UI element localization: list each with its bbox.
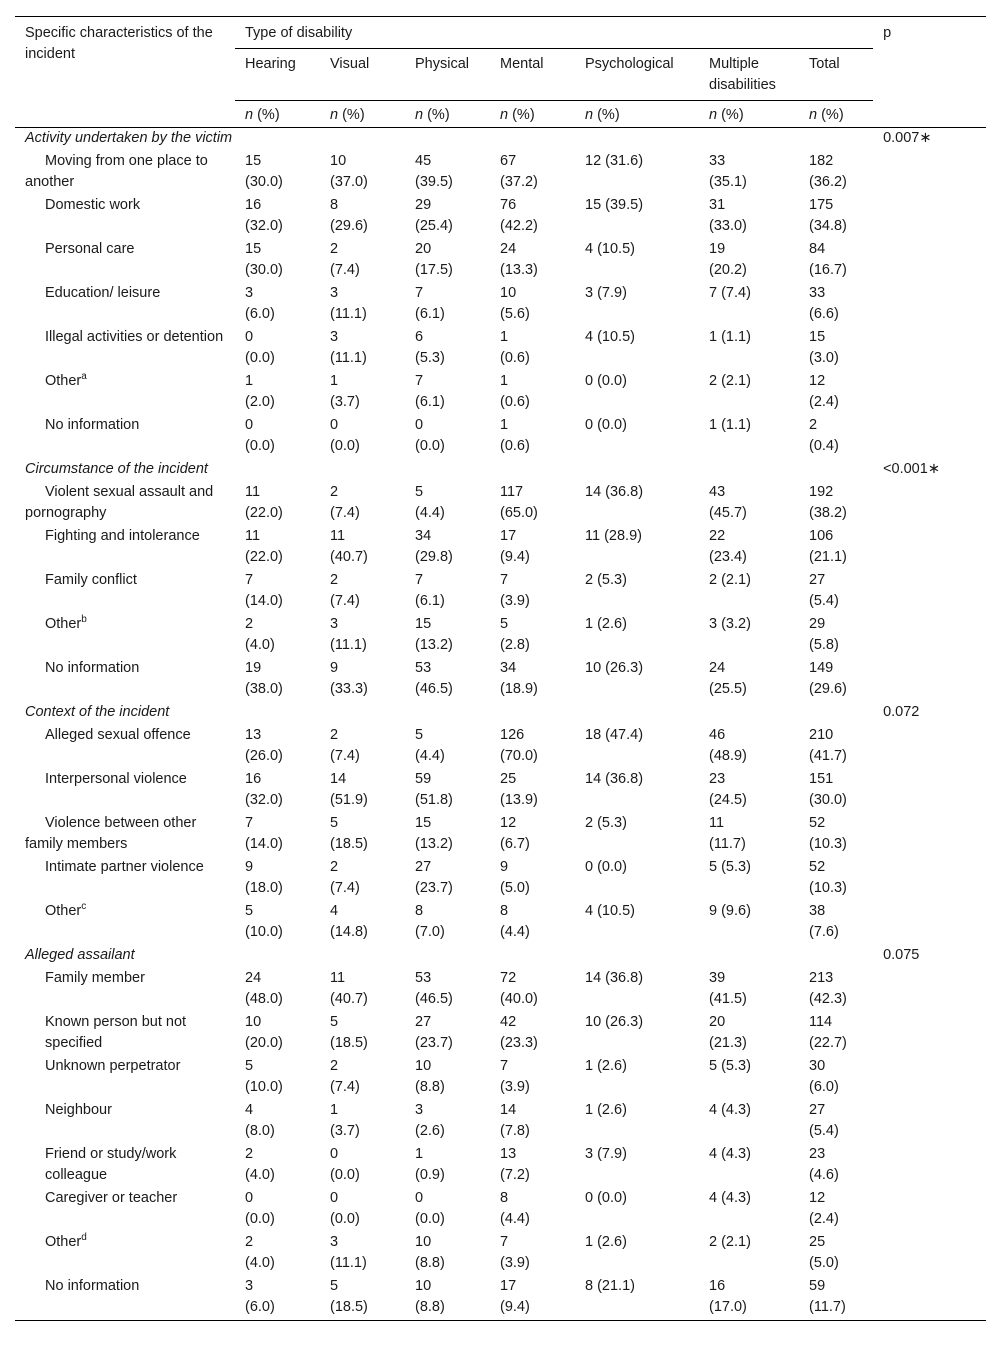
cell-value: 24 (48.0) — [245, 970, 283, 1007]
header-row-3 — [15, 101, 986, 128]
cell-value: 1 (2.6) — [585, 1234, 627, 1250]
section-row — [15, 945, 986, 968]
cell-value: 3 (3.2) — [709, 616, 751, 632]
cell-value: 126 (70.0) — [500, 727, 538, 764]
cell-value: 3 (6.0) — [235, 1276, 320, 1321]
cell-value: 4 (8.0) — [245, 1102, 275, 1139]
row-label: Other$^c$ — [45, 901, 87, 919]
n-label: n (%) — [405, 101, 490, 128]
cell-value: 16 (17.0) — [699, 1276, 799, 1321]
cell-value: 114 (22.7) — [809, 1014, 847, 1051]
cell-value: 5 (4.4) — [415, 727, 445, 764]
cell-value: 8 (4.4) — [500, 903, 530, 940]
cell-value: 3 (11.1) — [330, 329, 367, 366]
cell-value: 17 (9.4) — [490, 1276, 575, 1321]
cell-value: 0 (0.0) — [245, 1190, 275, 1227]
cell-value: 38 (7.6) — [809, 903, 839, 940]
cell-value: 27 (5.4) — [809, 1102, 839, 1139]
section-row — [15, 702, 986, 725]
table-row — [15, 327, 986, 371]
cell-value: 8 (29.6) — [330, 197, 368, 234]
cell-value: 10 (8.8) — [405, 1276, 490, 1321]
table-row — [15, 151, 986, 195]
cell-value: 0 (0.0) — [585, 859, 627, 875]
col-multiple: Multiple disabilities — [699, 49, 799, 101]
cell-value: 1 (0.9) — [415, 1146, 445, 1183]
cell-value: 11 (40.7) — [330, 528, 368, 565]
section-title: Alleged assailant — [25, 947, 135, 963]
n-label: n (%) — [490, 101, 575, 128]
row-label: Intimate partner violence — [45, 859, 204, 875]
cell-value: 67 (37.2) — [500, 153, 538, 190]
cell-value: 0 (0.0) — [585, 1190, 627, 1206]
cell-value: 5 (18.5) — [330, 1014, 368, 1051]
p-value: <0.001∗ — [883, 461, 940, 477]
cell-value: 15 (30.0) — [245, 241, 283, 278]
section-title: Activity undertaken by the victim — [25, 130, 233, 146]
table-row — [15, 614, 986, 658]
row-label: Fighting and intolerance — [45, 528, 200, 544]
cell-value: 25 (13.9) — [500, 771, 538, 808]
cell-value: 9 (5.0) — [500, 859, 530, 896]
cell-value: 15 (30.0) — [245, 153, 283, 190]
table-row — [15, 1276, 986, 1321]
cell-value: 1 (3.7) — [330, 373, 360, 410]
cell-value: 4 (10.5) — [585, 329, 635, 345]
cell-value: 52 (10.3) — [809, 859, 847, 896]
table-row — [15, 570, 986, 614]
cell-value: 3 (7.9) — [585, 1146, 627, 1162]
n-label: n (%) — [235, 101, 320, 128]
row-label: Violence between other family members — [25, 815, 197, 852]
p-value: 0.007∗ — [883, 130, 932, 146]
cell-value: 0 (0.0) — [330, 1146, 360, 1183]
cell-value: 52 (10.3) — [809, 815, 847, 852]
type-of-disability-header: Type of disability — [235, 17, 873, 49]
table-row — [15, 371, 986, 415]
cell-value: 6 (5.3) — [415, 329, 445, 366]
cell-value: 4 (4.3) — [709, 1190, 751, 1206]
cell-value: 19 (20.2) — [709, 241, 747, 278]
cell-value: 34 (18.9) — [500, 660, 538, 697]
col-psychological: Psychological — [575, 49, 699, 101]
cell-value: 4 (4.3) — [709, 1146, 751, 1162]
cell-value: 45 (39.5) — [415, 153, 453, 190]
cell-value: 2 (7.4) — [330, 727, 360, 764]
p-value: 0.075 — [883, 947, 920, 963]
cell-value: 3 (11.1) — [330, 616, 367, 653]
characteristics-header: Specific characteristics of the incident — [15, 17, 235, 101]
cell-value: 1 (2.6) — [585, 616, 627, 632]
cell-value: 25 (5.0) — [809, 1234, 839, 1271]
table-row — [15, 1056, 986, 1100]
cell-value: 14 (7.8) — [500, 1102, 530, 1139]
cell-value: 4 (10.5) — [585, 903, 635, 919]
cell-value: 2 (5.3) — [585, 572, 627, 588]
cell-value: 2 (2.1) — [709, 572, 751, 588]
table-row — [15, 769, 986, 813]
cell-value: 7 (6.1) — [415, 285, 445, 322]
cell-value: 11 (40.7) — [330, 970, 368, 1007]
table-row — [15, 725, 986, 769]
cell-value: 182 (36.2) — [809, 153, 847, 190]
cell-value: 23 (24.5) — [709, 771, 747, 808]
cell-value: 3 (2.6) — [415, 1102, 445, 1139]
cell-value: 10 (26.3) — [585, 1014, 644, 1030]
cell-value: 27 (23.7) — [415, 859, 453, 896]
row-label: Education/ leisure — [45, 285, 161, 301]
cell-value: 29 (5.8) — [809, 616, 839, 653]
cell-value: 23 (4.6) — [809, 1146, 839, 1183]
header-row-1 — [15, 17, 986, 49]
table-row — [15, 1100, 986, 1144]
cell-value: 53 (46.5) — [415, 970, 453, 1007]
cell-value: 0 (0.0) — [245, 417, 275, 454]
cell-value: 2 (2.1) — [709, 1234, 751, 1250]
cell-value: 27 (23.7) — [415, 1014, 453, 1051]
cell-value: 5 (2.8) — [500, 616, 530, 653]
row-label: Known person but not specified — [45, 1014, 187, 1051]
cell-value: 34 (29.8) — [415, 528, 453, 565]
p-value: 0.072 — [883, 704, 920, 720]
cell-value: 43 (45.7) — [709, 484, 747, 521]
cell-value: 1 (0.6) — [500, 417, 530, 454]
cell-value: 39 (41.5) — [709, 970, 747, 1007]
cell-value: 8 (4.4) — [500, 1190, 530, 1227]
cell-value: 5 (18.5) — [330, 815, 368, 852]
cell-value: 11 (22.0) — [245, 528, 283, 565]
cell-value: 20 (17.5) — [415, 241, 453, 278]
row-label: No information — [45, 660, 140, 676]
p-header: p — [873, 17, 986, 49]
cell-value: 7 (6.1) — [415, 373, 445, 410]
cell-value: 7 (3.9) — [500, 1058, 530, 1095]
table-row — [15, 1188, 986, 1232]
cell-value: 42 (23.3) — [500, 1014, 538, 1051]
cell-value: 2 (7.4) — [330, 241, 360, 278]
cell-value: 12 (2.4) — [809, 373, 839, 410]
table-row — [15, 1012, 986, 1056]
row-label: Personal care — [45, 241, 135, 257]
cell-value: 2 (5.3) — [585, 815, 627, 831]
table-row — [15, 283, 986, 327]
row-label: Family conflict — [45, 572, 137, 588]
cell-value: 0 (0.0) — [330, 1190, 360, 1227]
cell-value: 84 (16.7) — [809, 241, 847, 278]
table-row — [15, 239, 986, 283]
table-row — [15, 526, 986, 570]
cell-value: 9 (18.0) — [245, 859, 283, 896]
cell-value: 15 (13.2) — [415, 815, 453, 852]
n-label: n (%) — [799, 101, 873, 128]
cell-value: 13 (7.2) — [500, 1146, 530, 1183]
cell-value: 59 (51.8) — [415, 771, 453, 808]
cell-value: 27 (5.4) — [809, 572, 839, 609]
cell-value: 14 (36.8) — [585, 970, 644, 986]
cell-value: 16 (32.0) — [245, 197, 283, 234]
cell-value: 106 (21.1) — [809, 528, 847, 565]
footnote-marker: a — [81, 371, 87, 383]
table-row — [15, 813, 986, 857]
cell-value: 2 (7.4) — [330, 572, 360, 609]
cell-value: 0 (0.0) — [330, 417, 360, 454]
table-row — [15, 482, 986, 526]
cell-value: 46 (48.9) — [709, 727, 747, 764]
cell-value: 3 (7.9) — [585, 285, 627, 301]
cell-value: 59 (11.7) — [799, 1276, 873, 1321]
cell-value: 11 (22.0) — [245, 484, 283, 521]
cell-value: 4 (4.3) — [709, 1102, 751, 1118]
cell-value: 7 (6.1) — [415, 572, 445, 609]
cell-value: 192 (38.2) — [809, 484, 847, 521]
cell-value: 10 (20.0) — [245, 1014, 283, 1051]
cell-value: 0 (0.0) — [245, 329, 275, 366]
cell-value: 1 (3.7) — [330, 1102, 360, 1139]
cell-value: 22 (23.4) — [709, 528, 747, 565]
row-label: Domestic work — [45, 197, 141, 213]
cell-value: 8 (7.0) — [415, 903, 445, 940]
cell-value: 12 (2.4) — [809, 1190, 839, 1227]
footnote-marker: d — [81, 1232, 87, 1244]
cell-value: 0 (0.0) — [415, 417, 445, 454]
row-label: Unknown perpetrator — [45, 1058, 181, 1074]
row-label: Family member — [45, 970, 145, 986]
n-label: n (%) — [699, 101, 799, 128]
col-visual: Visual — [320, 49, 405, 101]
cell-value: 53 (46.5) — [415, 660, 453, 697]
cell-value: 9 (33.3) — [330, 660, 368, 697]
cell-value: 7 (14.0) — [245, 572, 283, 609]
cell-value: 12 (6.7) — [500, 815, 530, 852]
cell-value: 5 (4.4) — [415, 484, 445, 521]
cell-value: 5 (5.3) — [709, 1058, 751, 1074]
cell-value: 10 (8.8) — [415, 1058, 445, 1095]
cell-value: 7 (3.9) — [500, 572, 530, 609]
cell-value: 151 (30.0) — [809, 771, 847, 808]
cell-value: 31 (33.0) — [709, 197, 747, 234]
cell-value: 14 (36.8) — [585, 771, 644, 787]
cell-value: 9 (9.6) — [709, 903, 751, 919]
cell-value: 76 (42.2) — [500, 197, 538, 234]
section-row — [15, 128, 986, 152]
cell-value: 3 (11.1) — [330, 285, 367, 322]
cell-value: 0 (0.0) — [585, 417, 627, 433]
cell-value: 10 (37.0) — [330, 153, 368, 190]
cell-value: 3 (6.0) — [245, 285, 275, 322]
row-label: Friend or study/work colleague — [45, 1146, 177, 1183]
footnote-marker: b — [81, 614, 87, 626]
cell-value: 117 (65.0) — [500, 484, 538, 521]
cell-value: 0 (0.0) — [585, 373, 627, 389]
section-title: Circumstance of the incident — [25, 461, 208, 477]
cell-value: 2 (4.0) — [245, 1234, 275, 1271]
table-row — [15, 1144, 986, 1188]
cell-value: 15 (13.2) — [415, 616, 453, 653]
n-label: n (%) — [575, 101, 699, 128]
row-label: Alleged sexual offence — [45, 727, 191, 743]
n-label: n (%) — [320, 101, 405, 128]
cell-value: 13 (26.0) — [245, 727, 283, 764]
cell-value: 4 (10.5) — [585, 241, 635, 257]
cell-value: 5 (5.3) — [709, 859, 751, 875]
cell-value: 20 (21.3) — [709, 1014, 747, 1051]
table-row — [15, 857, 986, 901]
cell-value: 33 (35.1) — [709, 153, 747, 190]
cell-value: 2 (7.4) — [330, 1058, 360, 1095]
cell-value: 5 (10.0) — [245, 903, 283, 940]
cell-value: 2 (7.4) — [330, 859, 360, 896]
row-label: Illegal activities or detention — [45, 329, 224, 345]
cell-value: 5 (18.5) — [320, 1276, 405, 1321]
cell-value: 19 (38.0) — [245, 660, 283, 697]
cell-value: 24 (25.5) — [709, 660, 747, 697]
cell-value: 18 (47.4) — [585, 727, 644, 743]
cell-value: 17 (9.4) — [500, 528, 530, 565]
footnote-marker: c — [81, 901, 87, 913]
cell-value: 2 (4.0) — [245, 616, 275, 653]
section-row — [15, 459, 986, 482]
cell-value: 1 (0.6) — [500, 373, 530, 410]
col-total: Total — [799, 49, 873, 101]
row-label: Other$^b$ — [45, 614, 87, 632]
row-label: No information — [45, 417, 140, 433]
cell-value: 11 (28.9) — [585, 528, 642, 544]
table-row — [15, 1232, 986, 1276]
cell-value: 175 (34.8) — [809, 197, 847, 234]
section-title: Context of the incident — [25, 704, 170, 720]
cell-value: 2 (7.4) — [330, 484, 360, 521]
table-row — [15, 415, 986, 459]
cell-value: 2 (0.4) — [809, 417, 839, 454]
cell-value: 1 (1.1) — [709, 417, 751, 433]
cell-value: 16 (32.0) — [245, 771, 283, 808]
col-physical: Physical — [405, 49, 490, 101]
cell-value: 210 (41.7) — [809, 727, 847, 764]
row-label: Other$^a$ — [45, 371, 87, 389]
cell-value: 15 (3.0) — [809, 329, 839, 366]
cell-value: 2 (4.0) — [245, 1146, 275, 1183]
row-label: No information — [15, 1276, 235, 1321]
cell-value: 5 (10.0) — [245, 1058, 283, 1095]
cell-value: 149 (29.6) — [809, 660, 847, 697]
cell-value: 11 (11.7) — [709, 815, 746, 852]
cell-value: 10 (5.6) — [500, 285, 530, 322]
disability-incident-table — [15, 16, 986, 1321]
cell-value: 1 (2.0) — [245, 373, 275, 410]
cell-value: 24 (13.3) — [500, 241, 538, 278]
col-hearing: Hearing — [235, 49, 320, 101]
cell-value: 30 (6.0) — [809, 1058, 839, 1095]
cell-value: 7 (14.0) — [245, 815, 283, 852]
cell-value: 10 (8.8) — [415, 1234, 445, 1271]
cell-value: 7 (7.4) — [709, 285, 751, 301]
row-label: Other$^d$ — [45, 1232, 87, 1250]
row-label: Moving from one place to another — [25, 153, 208, 190]
row-label: Interpersonal violence — [45, 771, 187, 787]
row-label: Violent sexual assault and pornography — [25, 484, 214, 521]
row-label: Neighbour — [45, 1102, 112, 1118]
cell-value: 4 (14.8) — [330, 903, 368, 940]
table-row — [15, 658, 986, 702]
cell-value: 0 (0.0) — [415, 1190, 445, 1227]
cell-value: 29 (25.4) — [415, 197, 453, 234]
cell-value: 12 (31.6) — [585, 153, 644, 169]
cell-value: 1 (2.6) — [585, 1058, 627, 1074]
cell-value: 10 (26.3) — [585, 660, 644, 676]
cell-value: 3 (11.1) — [330, 1234, 367, 1271]
cell-value: 1 (0.6) — [500, 329, 530, 366]
cell-value: 8 (21.1) — [575, 1276, 699, 1321]
cell-value: 2 (2.1) — [709, 373, 751, 389]
cell-value: 14 (51.9) — [330, 771, 368, 808]
cell-value: 1 (1.1) — [709, 329, 751, 345]
col-mental: Mental — [490, 49, 575, 101]
table-row — [15, 195, 986, 239]
cell-value: 7 (3.9) — [500, 1234, 530, 1271]
cell-value: 72 (40.0) — [500, 970, 538, 1007]
cell-value: 1 (2.6) — [585, 1102, 627, 1118]
table-row — [15, 901, 986, 945]
cell-value: 14 (36.8) — [585, 484, 644, 500]
cell-value: 33 (6.6) — [809, 285, 839, 322]
row-label: Caregiver or teacher — [45, 1190, 178, 1206]
cell-value: 213 (42.3) — [809, 970, 847, 1007]
table-row — [15, 968, 986, 1012]
cell-value: 15 (39.5) — [585, 197, 644, 213]
